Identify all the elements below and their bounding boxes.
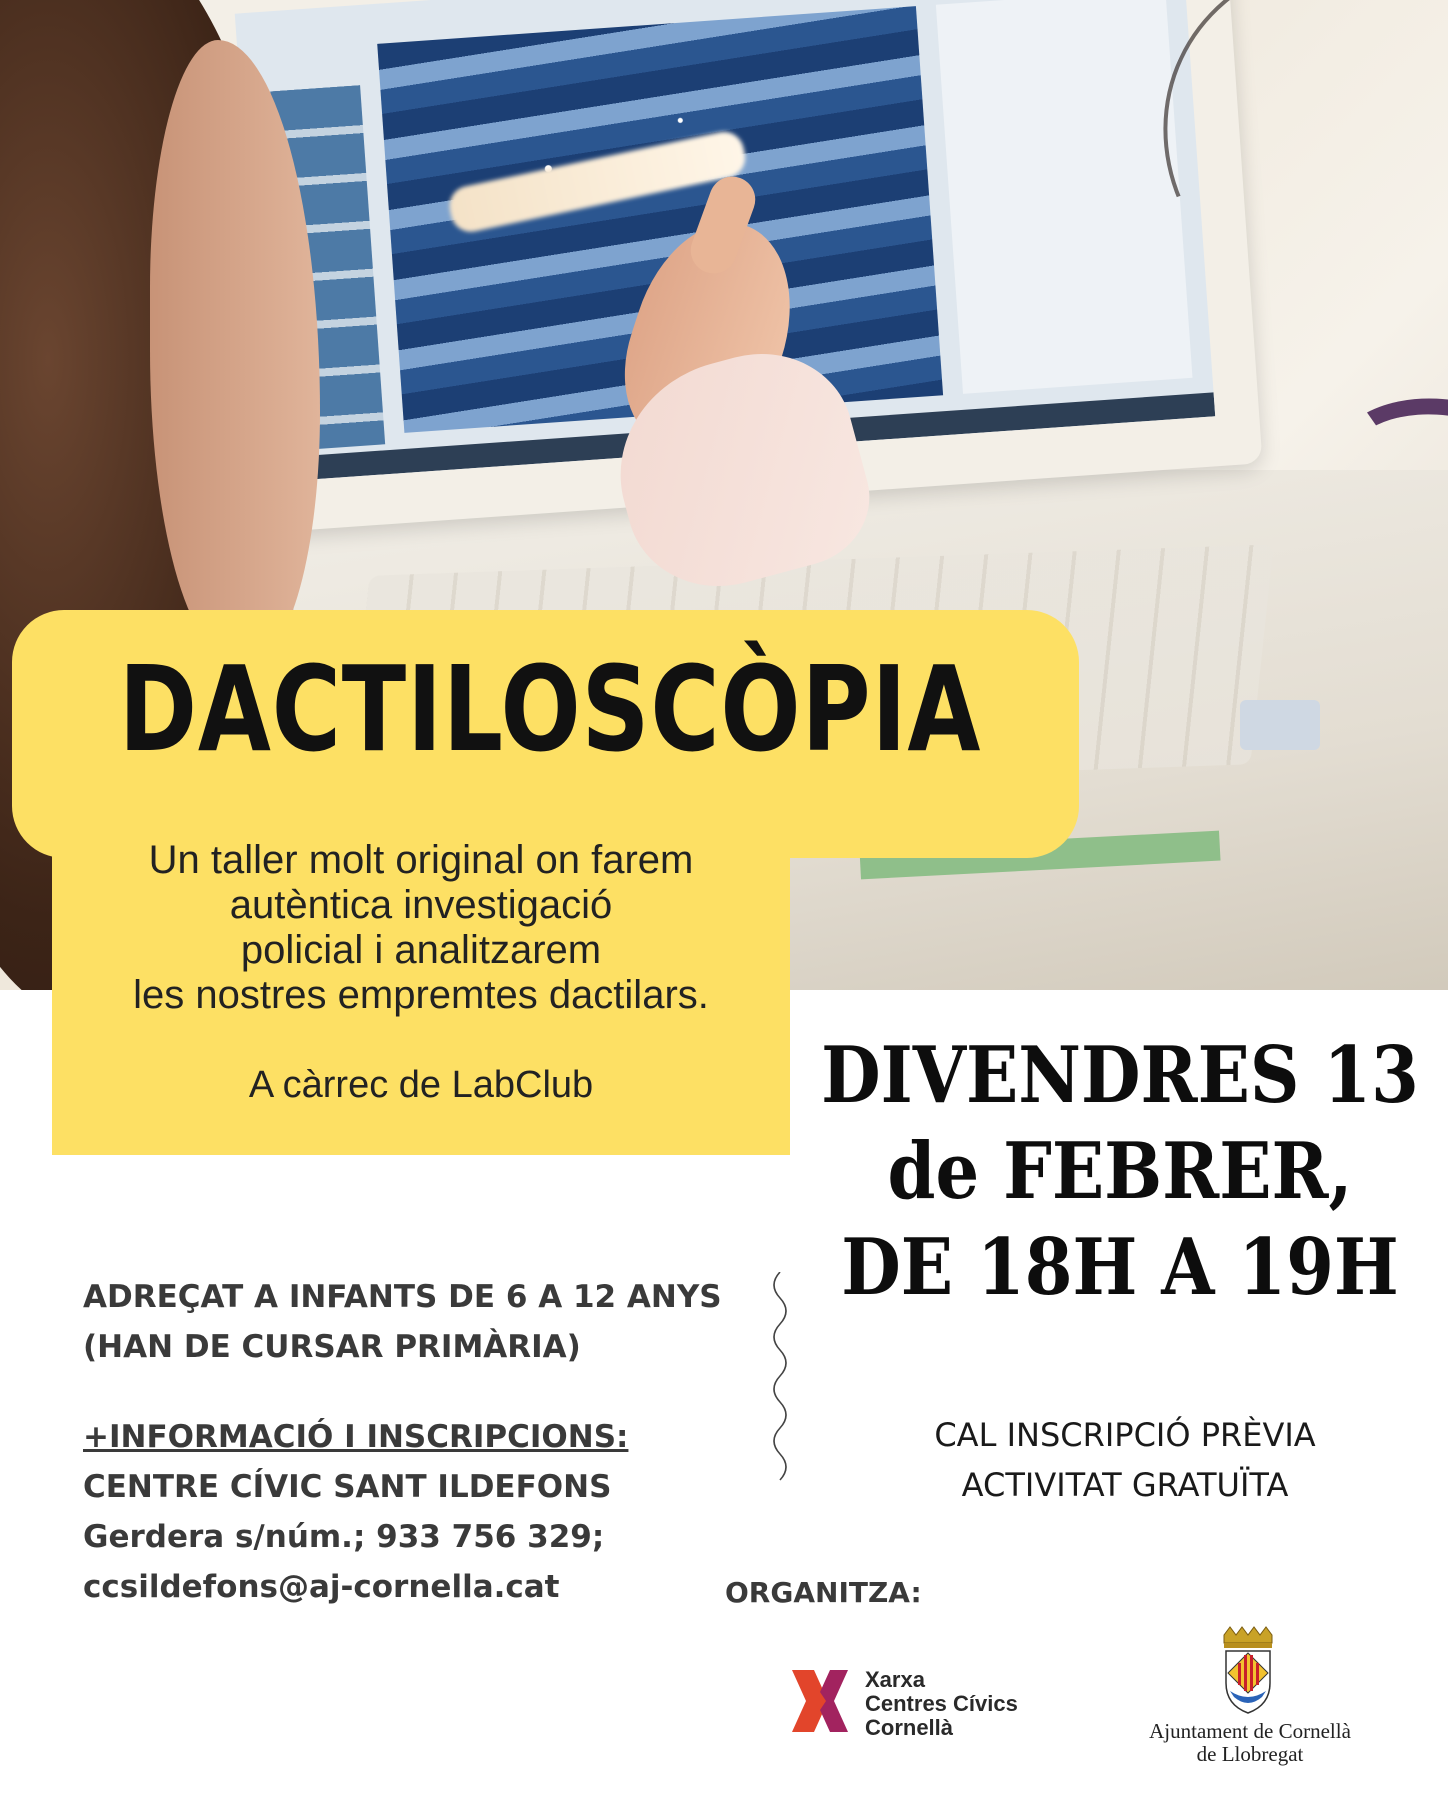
info-block xyxy=(83,1272,783,1612)
description-line: les nostres empremtes dactilars. xyxy=(133,973,709,1017)
requirement-registration: CAL INSCRIPCIÓ PRÈVIA xyxy=(934,1416,1316,1454)
squiggle-divider xyxy=(765,1272,795,1482)
date-line: DE 18H A 19H xyxy=(841,1222,1399,1313)
audience-line: (HAN DE CURSAR PRIMÀRIA) xyxy=(83,1329,581,1365)
ajuntament-shield-icon xyxy=(1218,1625,1278,1715)
requirements xyxy=(830,1410,1420,1510)
ajuntament-logo-text xyxy=(1130,1720,1370,1766)
xarxa-line: Cornellà xyxy=(865,1715,954,1740)
description-line: Un taller molt original on farem xyxy=(148,838,694,882)
audience-line: ADREÇAT A INFANTS DE 6 A 12 ANYS xyxy=(83,1279,722,1315)
page-title: DACTILOSCÒPIA xyxy=(118,640,982,778)
xarxa-line: Centres Cívics xyxy=(865,1691,1018,1716)
contact-heading: +INFORMACIÓ I INSCRIPCIONS: xyxy=(83,1419,629,1455)
description-line: policial i analitzarem xyxy=(240,928,602,972)
ajuntament-line: de Llobregat xyxy=(1196,1742,1304,1766)
laptop-sticker xyxy=(1240,700,1320,750)
organitza-label: ORGANITZA: xyxy=(725,1576,922,1609)
xarxa-logo-icon xyxy=(790,1666,850,1736)
screen-panel xyxy=(936,0,1193,394)
ajuntament-line: Ajuntament de Cornellà xyxy=(1149,1719,1351,1743)
date-line: DIVENDRES 13 xyxy=(821,1030,1419,1121)
contact-center: CENTRE CÍVIC SANT ILDEFONS xyxy=(83,1469,612,1505)
xarxa-logo-text xyxy=(865,1668,1018,1740)
description-line: autèntica investigació xyxy=(229,883,613,927)
byline: A càrrec de LabClub xyxy=(248,1064,594,1106)
date-line: de FEBRER, xyxy=(887,1126,1353,1217)
event-date xyxy=(821,1028,1419,1316)
requirement-free: ACTIVITAT GRATUÏTA xyxy=(961,1466,1289,1504)
xarxa-line: Xarxa xyxy=(865,1667,925,1692)
contact-address-phone: Gerdera s/núm.; 933 756 329; xyxy=(83,1519,605,1555)
description xyxy=(52,838,790,1018)
contact-email[interactable]: ccsildefons@aj-cornella.cat xyxy=(83,1569,560,1605)
spacer xyxy=(83,1372,783,1412)
